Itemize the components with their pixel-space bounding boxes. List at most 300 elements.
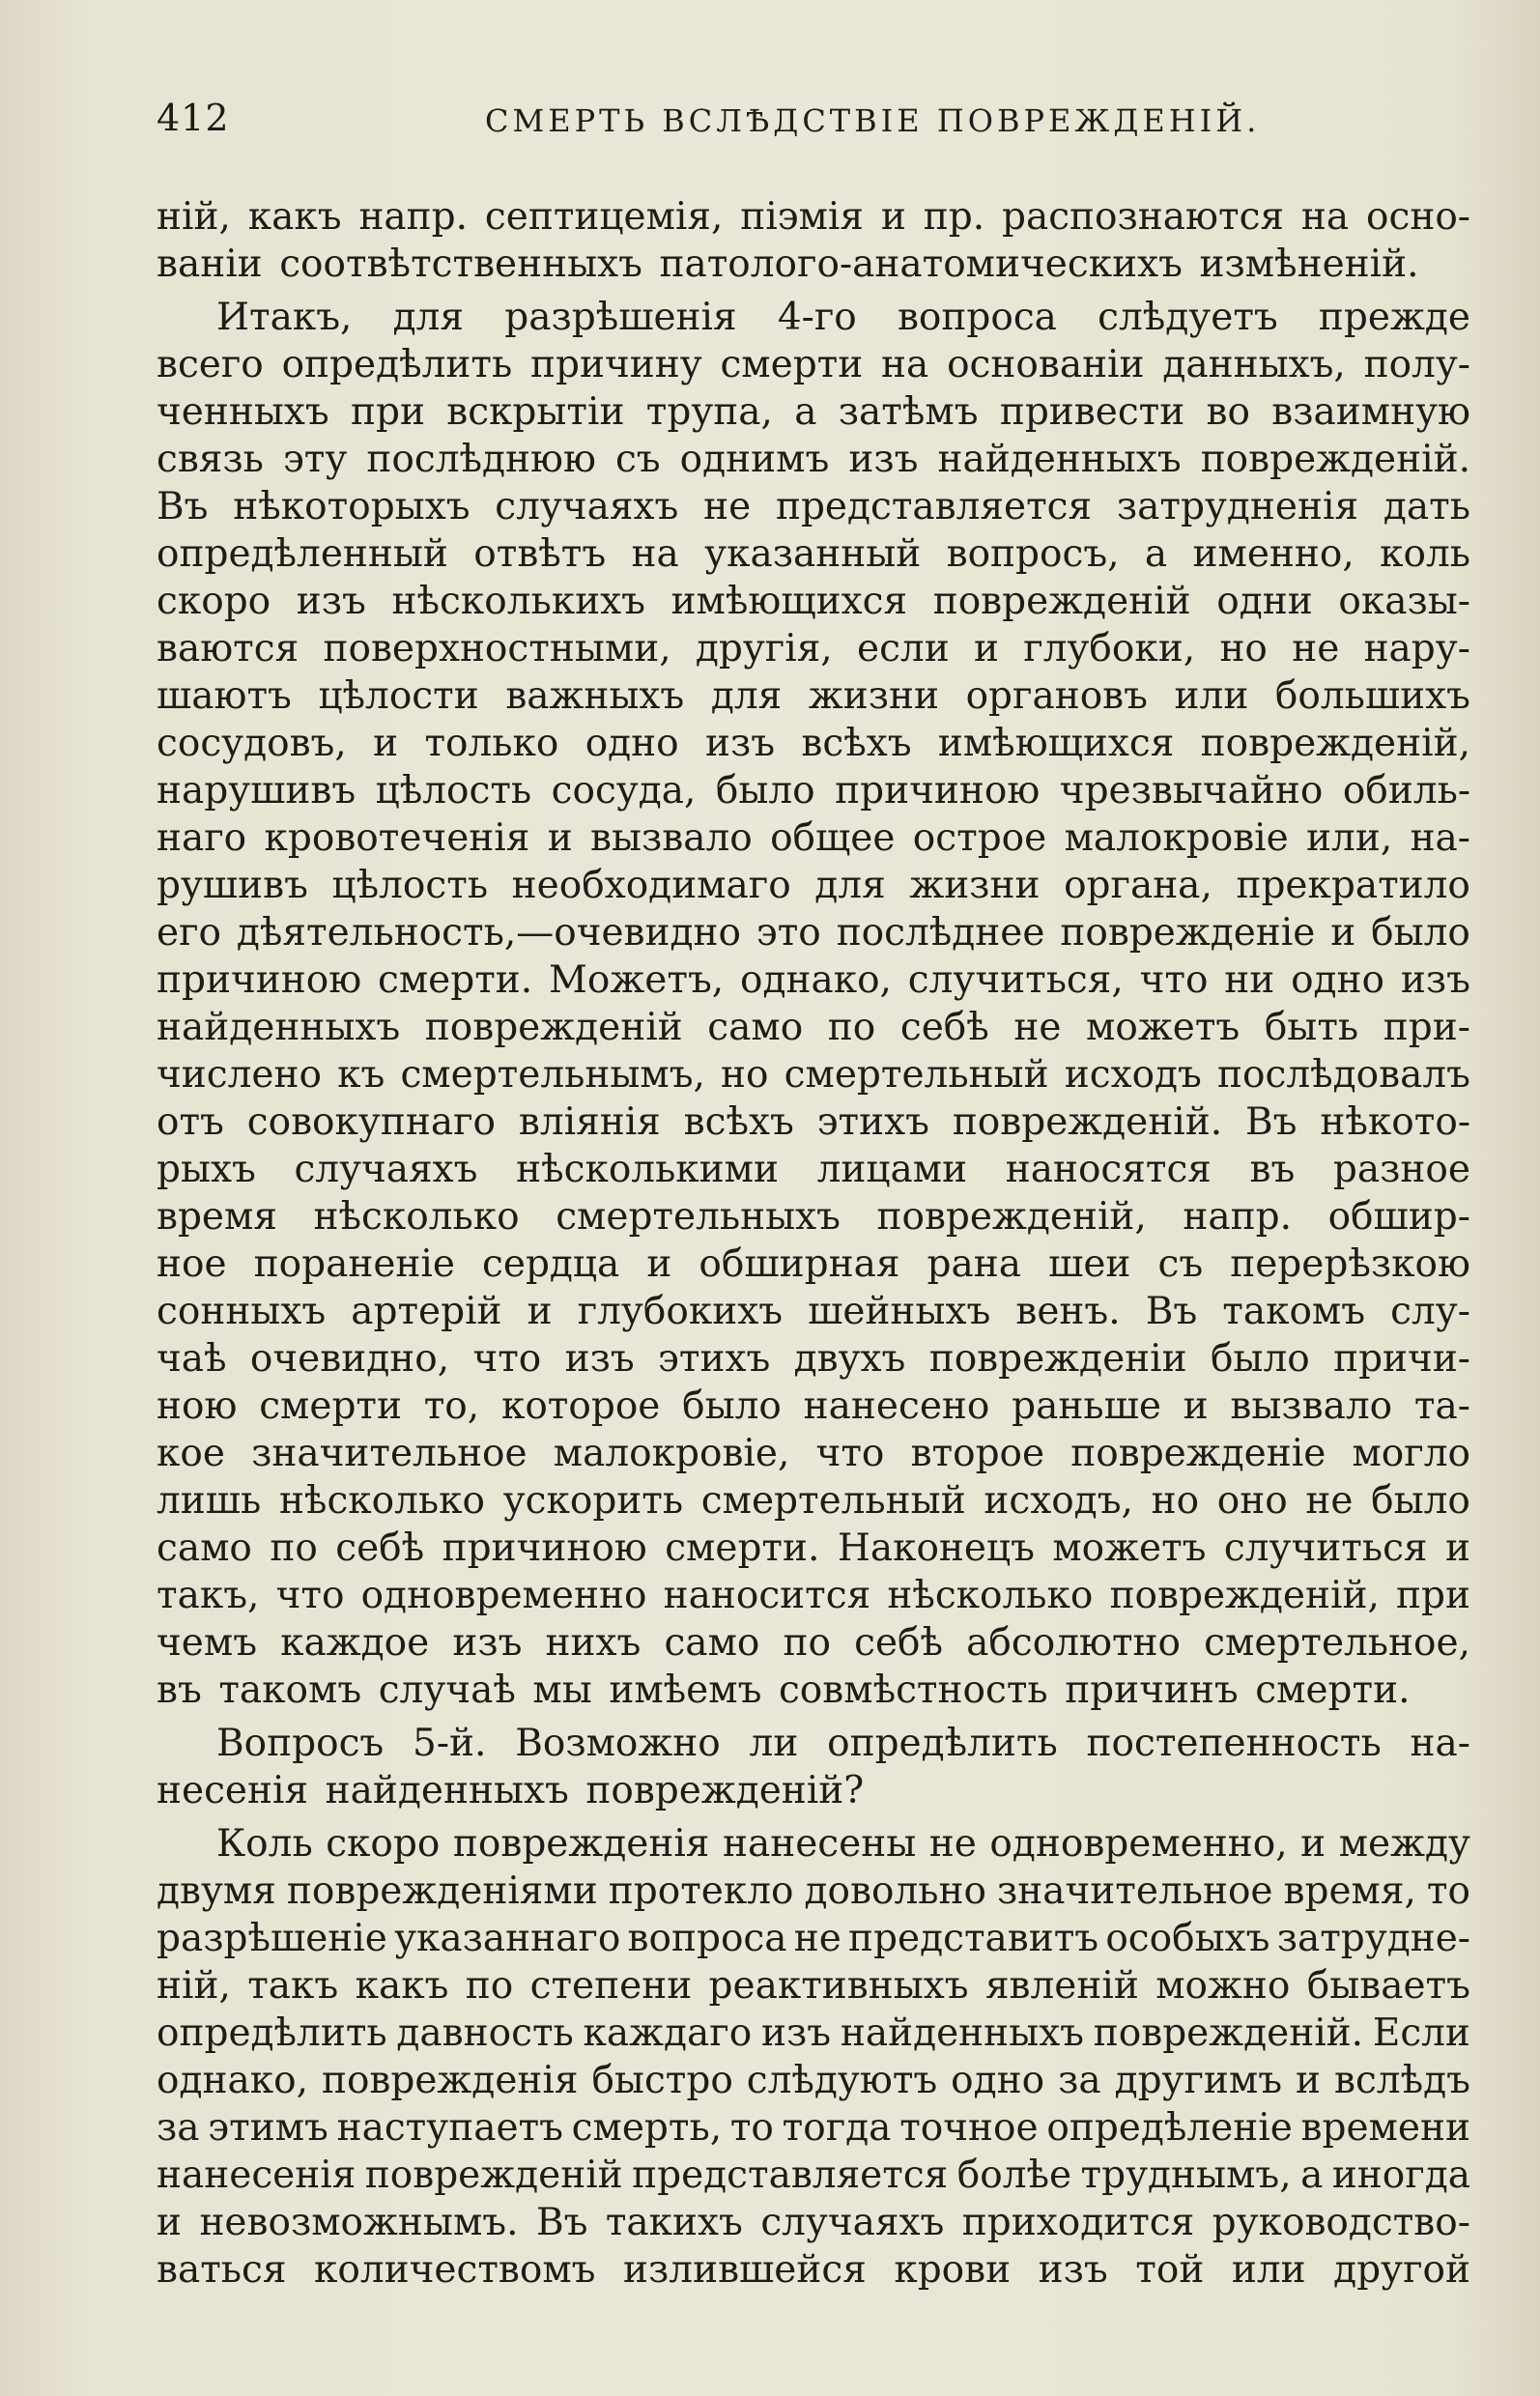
word: такомъ [218, 1669, 362, 1712]
text-line [157, 1193, 1470, 1241]
text-line [157, 909, 1470, 956]
word: прежде [1318, 296, 1470, 339]
text-line [157, 814, 1470, 862]
word: распознаются [1001, 195, 1285, 239]
word: тогда [782, 2106, 892, 2150]
word: обиль- [1342, 769, 1470, 813]
word: поврежденіи [928, 1337, 1187, 1381]
word: невозможнымъ. [199, 2201, 519, 2244]
word: поврежденій [932, 580, 1191, 623]
word: но [721, 1053, 769, 1097]
word: кое [157, 1432, 225, 1475]
word: малокровіе, [553, 1432, 790, 1475]
word: Если [1372, 2011, 1470, 2055]
word: смертельное, [1204, 1621, 1470, 1665]
word: этихъ [658, 1337, 771, 1381]
word: довольно [804, 1869, 986, 1913]
word: опредѣленіе [1046, 2106, 1293, 2150]
word: а [1144, 532, 1168, 576]
word: септицемія, [484, 195, 724, 239]
word: между [1338, 1822, 1470, 1866]
body-text [157, 193, 1470, 2294]
word: нѣсколькими [516, 1148, 780, 1191]
word: указаннаго [394, 1917, 621, 1960]
word: болѣе [956, 2154, 1072, 2197]
word: не [928, 1822, 977, 1866]
word: поврежденій. [1200, 438, 1470, 481]
word: разрѣшеніе [157, 1917, 387, 1960]
word: такихъ [605, 2201, 743, 2244]
word: къ [337, 1053, 385, 1097]
word: Коль [216, 1822, 313, 1866]
word: несенія [157, 1769, 309, 1812]
text-line [157, 193, 1470, 241]
word: цѣлость [375, 769, 532, 813]
word: бываетъ [1306, 1964, 1470, 2008]
word: 4-го [777, 296, 857, 339]
text-line [157, 388, 1470, 436]
word: Въ [1245, 1100, 1298, 1144]
word: цѣлость [331, 864, 489, 907]
word: съ [614, 438, 661, 481]
word: одновременно, [989, 1822, 1288, 1866]
word: однимъ [679, 438, 830, 481]
word: обшир- [1327, 1195, 1470, 1239]
word: числено [157, 1053, 322, 1097]
word: сонныхъ [157, 1290, 327, 1333]
word: всѣхъ [801, 722, 912, 765]
word: случаяхъ [495, 485, 679, 528]
word: при [1396, 1574, 1470, 1617]
word: на [1300, 195, 1350, 239]
word: одни [1216, 580, 1313, 623]
word: причиною [835, 769, 1041, 813]
text-line [157, 720, 1470, 767]
text-line [157, 294, 1470, 341]
word: по [827, 1006, 876, 1049]
word: не [703, 485, 752, 528]
word: можно [1155, 1964, 1291, 2008]
word: для [710, 674, 783, 718]
word: времени [1300, 2106, 1470, 2150]
word: 5-й. [413, 1722, 487, 1765]
text-line [157, 1241, 1470, 1288]
word: слѣдуютъ [746, 2059, 938, 2102]
word: не [793, 1917, 841, 1960]
word: однако, [157, 2059, 308, 2102]
word: совмѣстность [778, 1669, 1048, 1712]
word: отъ [157, 1100, 224, 1144]
word: органа, [1064, 864, 1212, 907]
word: шеи [1048, 1242, 1131, 1286]
word: ною [157, 1384, 238, 1428]
word: по [465, 1964, 514, 2008]
word: во [1206, 390, 1250, 434]
word: вскрытіи [446, 390, 625, 434]
word: указанный [704, 532, 922, 576]
word: другія, [695, 627, 833, 670]
word: исходъ, [984, 1479, 1133, 1523]
word: себѣ [899, 1006, 989, 1049]
word: случиться [1223, 1526, 1428, 1570]
word: смертельнымъ, [400, 1053, 705, 1097]
word: вліянія [518, 1100, 661, 1144]
word: именно, [1192, 532, 1355, 576]
word: необходимаго [511, 864, 791, 907]
word: одновременно [360, 1574, 647, 1617]
word: абсолютно [966, 1621, 1182, 1665]
word: и [157, 2201, 182, 2244]
word: можетъ [1086, 1006, 1241, 1049]
word: но [1219, 627, 1268, 670]
word: приходится [961, 2201, 1195, 2244]
word: и [1330, 911, 1356, 955]
word: случаѣ [378, 1669, 516, 1712]
word: привести [999, 390, 1185, 434]
word: и [1296, 2059, 1322, 2102]
word: цѣлости [318, 674, 479, 718]
word: нѣсколько [313, 1195, 520, 1239]
text-line [157, 956, 1470, 1004]
word: опредѣлить [281, 343, 513, 386]
word: нарушивъ [157, 769, 356, 813]
word: одно [951, 2059, 1045, 2102]
word: мы [532, 1669, 592, 1712]
word: само [157, 1526, 252, 1570]
word: крови [894, 2248, 1012, 2292]
word: за [1058, 2059, 1101, 2102]
word: пр. [923, 195, 985, 239]
text-line [157, 625, 1470, 672]
text-line [157, 241, 1470, 288]
word: послѣднее [836, 911, 1045, 955]
word: найденныхъ [325, 1769, 569, 1812]
word: сердца [482, 1242, 620, 1286]
word: слѣдуетъ [1098, 296, 1278, 339]
word: совокупнаго [246, 1100, 496, 1144]
word: но [1151, 1479, 1200, 1523]
text-line [157, 530, 1470, 578]
word: съ [1157, 1242, 1204, 1286]
word: на [881, 343, 929, 386]
word: было [715, 769, 815, 813]
word: только [424, 722, 559, 765]
word: изъ [564, 1337, 635, 1381]
word: та- [1413, 1384, 1470, 1428]
word: глубоки, [1023, 627, 1196, 670]
word: наго [157, 816, 247, 860]
word: на- [1410, 1722, 1470, 1765]
word: поврежденій, [1109, 1574, 1380, 1617]
word: смерти. [377, 958, 533, 1002]
word: для [814, 864, 886, 907]
text-line [157, 436, 1470, 483]
word: поврежденій. [952, 1100, 1223, 1144]
word: Въ [1145, 1290, 1198, 1333]
word: быть [1264, 1006, 1359, 1049]
word: общее [770, 816, 896, 860]
word: при [351, 390, 425, 434]
word: и [1183, 1384, 1209, 1428]
word: такомъ [1222, 1290, 1366, 1333]
word: ускорить [502, 1479, 684, 1523]
word: чрезвычайно [1059, 769, 1324, 813]
word: постепенность [1086, 1722, 1382, 1765]
word: раньше [1012, 1384, 1161, 1428]
word: и [527, 1290, 553, 1333]
word: нанесено [803, 1384, 990, 1428]
word: перерѣзкою [1230, 1242, 1470, 1286]
word: излившейся [623, 2248, 867, 2292]
word: ваться [157, 2248, 287, 2292]
word: ное [157, 1242, 227, 1286]
word: наступаетъ [336, 2106, 563, 2150]
word: этихъ [816, 1100, 929, 1144]
word: какъ [247, 195, 342, 239]
word: смертельный [784, 1053, 1049, 1097]
word: двумя [157, 1869, 276, 1913]
word: скоро [157, 580, 271, 623]
text-line [157, 483, 1470, 530]
word: смерти. [1255, 1669, 1411, 1712]
text-line [157, 1667, 1470, 1714]
word: реактивныхъ [708, 1964, 969, 2008]
word: поврежденій. [1093, 2011, 1364, 2055]
running-title: СМЕРТЬ ВСЛѢДСТВІЕ ПОВРЕЖДЕНІЙ. [485, 102, 1261, 139]
word: смерть, [571, 2106, 723, 2150]
word: взаимную [1271, 390, 1470, 434]
word: піэмія [740, 195, 864, 239]
word: смерти. [665, 1526, 820, 1570]
word: изъ [296, 580, 366, 623]
word: можетъ [1052, 1526, 1207, 1570]
word: опредѣленный [157, 532, 448, 576]
word: всего [157, 343, 264, 386]
word: шейныхъ [808, 1290, 991, 1333]
word: руководство- [1212, 2201, 1470, 2244]
word: точное [899, 2106, 1039, 2150]
text-line [157, 2199, 1470, 2246]
word: нѣсколькихъ [391, 580, 645, 623]
word: то [1426, 1869, 1470, 1913]
text-line [157, 862, 1470, 909]
word: что [472, 1337, 542, 1381]
word: разрѣшенія [504, 296, 737, 339]
word: напр. [358, 195, 469, 239]
word: что [1139, 958, 1209, 1002]
word: не [1292, 627, 1340, 670]
word: чемъ [157, 1621, 258, 1665]
text-line [157, 2152, 1470, 2199]
word: на [631, 532, 679, 576]
word: случаяхъ [294, 1148, 478, 1191]
word: другимъ [1114, 2059, 1283, 2102]
word: лицами [816, 1148, 968, 1191]
word: изъ [760, 2011, 832, 2055]
word: полу- [1363, 343, 1470, 386]
word: ченныхъ [157, 390, 329, 434]
word: другой [1333, 2248, 1470, 2292]
word: поврежденіе [1060, 911, 1316, 955]
word: само [707, 1006, 804, 1049]
word: послѣднюю [366, 438, 596, 481]
word: значительное [251, 1432, 528, 1475]
word: измѣненій. [1199, 242, 1419, 286]
word: данныхъ, [1162, 343, 1346, 386]
word: было [682, 1384, 782, 1428]
text-line [157, 1288, 1470, 1335]
word: вслѣдъ [1334, 2059, 1470, 2102]
word: вопроса [897, 296, 1057, 339]
word: жизни [909, 864, 1041, 907]
word: а [1300, 2154, 1324, 2197]
text-line [157, 2246, 1470, 2294]
word: быстро [591, 2059, 733, 2102]
text-line [157, 672, 1470, 720]
word: поврежденіе [1070, 1432, 1326, 1475]
text-line [157, 1051, 1470, 1098]
word: смерти [720, 343, 864, 386]
word: за [157, 2106, 200, 2150]
word: представляется [632, 2154, 949, 2197]
word: артерій [351, 1290, 502, 1333]
word: слу- [1390, 1290, 1470, 1333]
word: поверхностными, [323, 627, 671, 670]
word: и [1444, 1526, 1470, 1570]
word: изъ [1038, 2248, 1108, 2292]
word: венъ. [1015, 1290, 1121, 1333]
word: наносятся [1005, 1148, 1212, 1191]
word: жизни [808, 674, 939, 718]
word: или, [1306, 816, 1393, 860]
word: дѣятельность,—очевидно [236, 911, 741, 955]
word: случаяхъ [760, 2201, 945, 2244]
word: такъ, [157, 1574, 260, 1617]
word: найденныхъ [937, 438, 1182, 481]
word: поврежденій, [1200, 722, 1470, 765]
word: то, [423, 1384, 480, 1428]
text-line [157, 1146, 1470, 1193]
word: Возможно [515, 1722, 721, 1765]
text-line [157, 1720, 1470, 1767]
word: было [1210, 1337, 1310, 1381]
word: связь [157, 438, 264, 481]
word: пораненіе [253, 1242, 455, 1286]
word: ній, [157, 195, 231, 239]
word: коль [1380, 532, 1470, 576]
word: важныхъ [505, 674, 685, 718]
word: ваются [157, 627, 299, 670]
word: причиною [157, 958, 362, 1002]
word: нѣкото- [1320, 1100, 1470, 1144]
word: и [880, 195, 906, 239]
word: лишь [157, 1479, 262, 1523]
word: не [1305, 1479, 1354, 1523]
word: себѣ [335, 1526, 425, 1570]
word: нанесенія [157, 2154, 356, 2197]
word: опредѣлить [827, 1722, 1058, 1765]
word: количествомъ [314, 2248, 596, 2292]
word: очевидно, [249, 1337, 450, 1381]
text-line [157, 1619, 1470, 1667]
word: представляется [775, 485, 1093, 528]
word: время, [1283, 1869, 1416, 1913]
text-line [157, 1820, 1470, 1868]
word: наносится [663, 1574, 871, 1617]
word: поврежденія [321, 2059, 579, 2102]
word: было [1371, 911, 1470, 955]
text-line [157, 1477, 1470, 1525]
word: смерти [259, 1384, 402, 1428]
word: двухъ [793, 1337, 906, 1381]
text-line [157, 578, 1470, 625]
word: могло [1352, 1432, 1470, 1475]
word: чаѣ [157, 1337, 227, 1381]
word: причи- [1333, 1337, 1470, 1381]
word: и [547, 816, 573, 860]
word: Итакъ, [216, 296, 353, 339]
word: напр. [1183, 1195, 1292, 1239]
text-line [157, 767, 1470, 814]
word: само [664, 1621, 760, 1665]
word: на- [1410, 816, 1470, 860]
text-line [157, 1868, 1470, 1915]
word: большихъ [1274, 674, 1470, 718]
word: малокровіе [1064, 816, 1289, 860]
word: ли [749, 1722, 799, 1765]
word: ни [1224, 958, 1275, 1002]
word: время [157, 1195, 277, 1239]
word: и [373, 722, 399, 765]
word: Наконецъ [837, 1526, 1035, 1570]
text-line [157, 1962, 1470, 2010]
word: найденныхъ [157, 1006, 401, 1049]
word: одно [1291, 958, 1385, 1002]
word: патолого-анатомическихъ [659, 242, 1183, 286]
word: смертельныхъ [556, 1195, 841, 1239]
word: нихъ [545, 1621, 642, 1665]
word: изъ [452, 1621, 523, 1665]
word: себѣ [854, 1621, 944, 1665]
word: найденныхъ [840, 2011, 1084, 2055]
word: въ [157, 1669, 202, 1712]
page-header [157, 97, 1470, 145]
word: вызвало [590, 816, 753, 860]
word: изъ [1400, 958, 1470, 1002]
word: нару- [1363, 627, 1470, 670]
word: послѣдовалъ [1217, 1053, 1470, 1097]
word: сосуда, [551, 769, 697, 813]
word: Вопросъ [216, 1722, 385, 1765]
text-line [157, 341, 1470, 388]
word: по [783, 1621, 831, 1665]
word: такъ [247, 1964, 339, 2008]
word: каждаго [583, 2011, 753, 2055]
word: въ [1249, 1148, 1296, 1191]
word: отвѣтъ [473, 532, 607, 576]
text-line [157, 1915, 1470, 1962]
word: для [392, 296, 465, 339]
word: оказы- [1338, 580, 1470, 623]
word: это [756, 911, 821, 955]
word: нѣсколько [887, 1574, 1094, 1617]
word: Можетъ, [549, 958, 725, 1002]
word: поврежденій [424, 1006, 683, 1049]
word: причинъ [1065, 1669, 1239, 1712]
word: оно [1216, 1479, 1288, 1523]
text-line [157, 1572, 1470, 1619]
word: дать [1383, 485, 1470, 528]
